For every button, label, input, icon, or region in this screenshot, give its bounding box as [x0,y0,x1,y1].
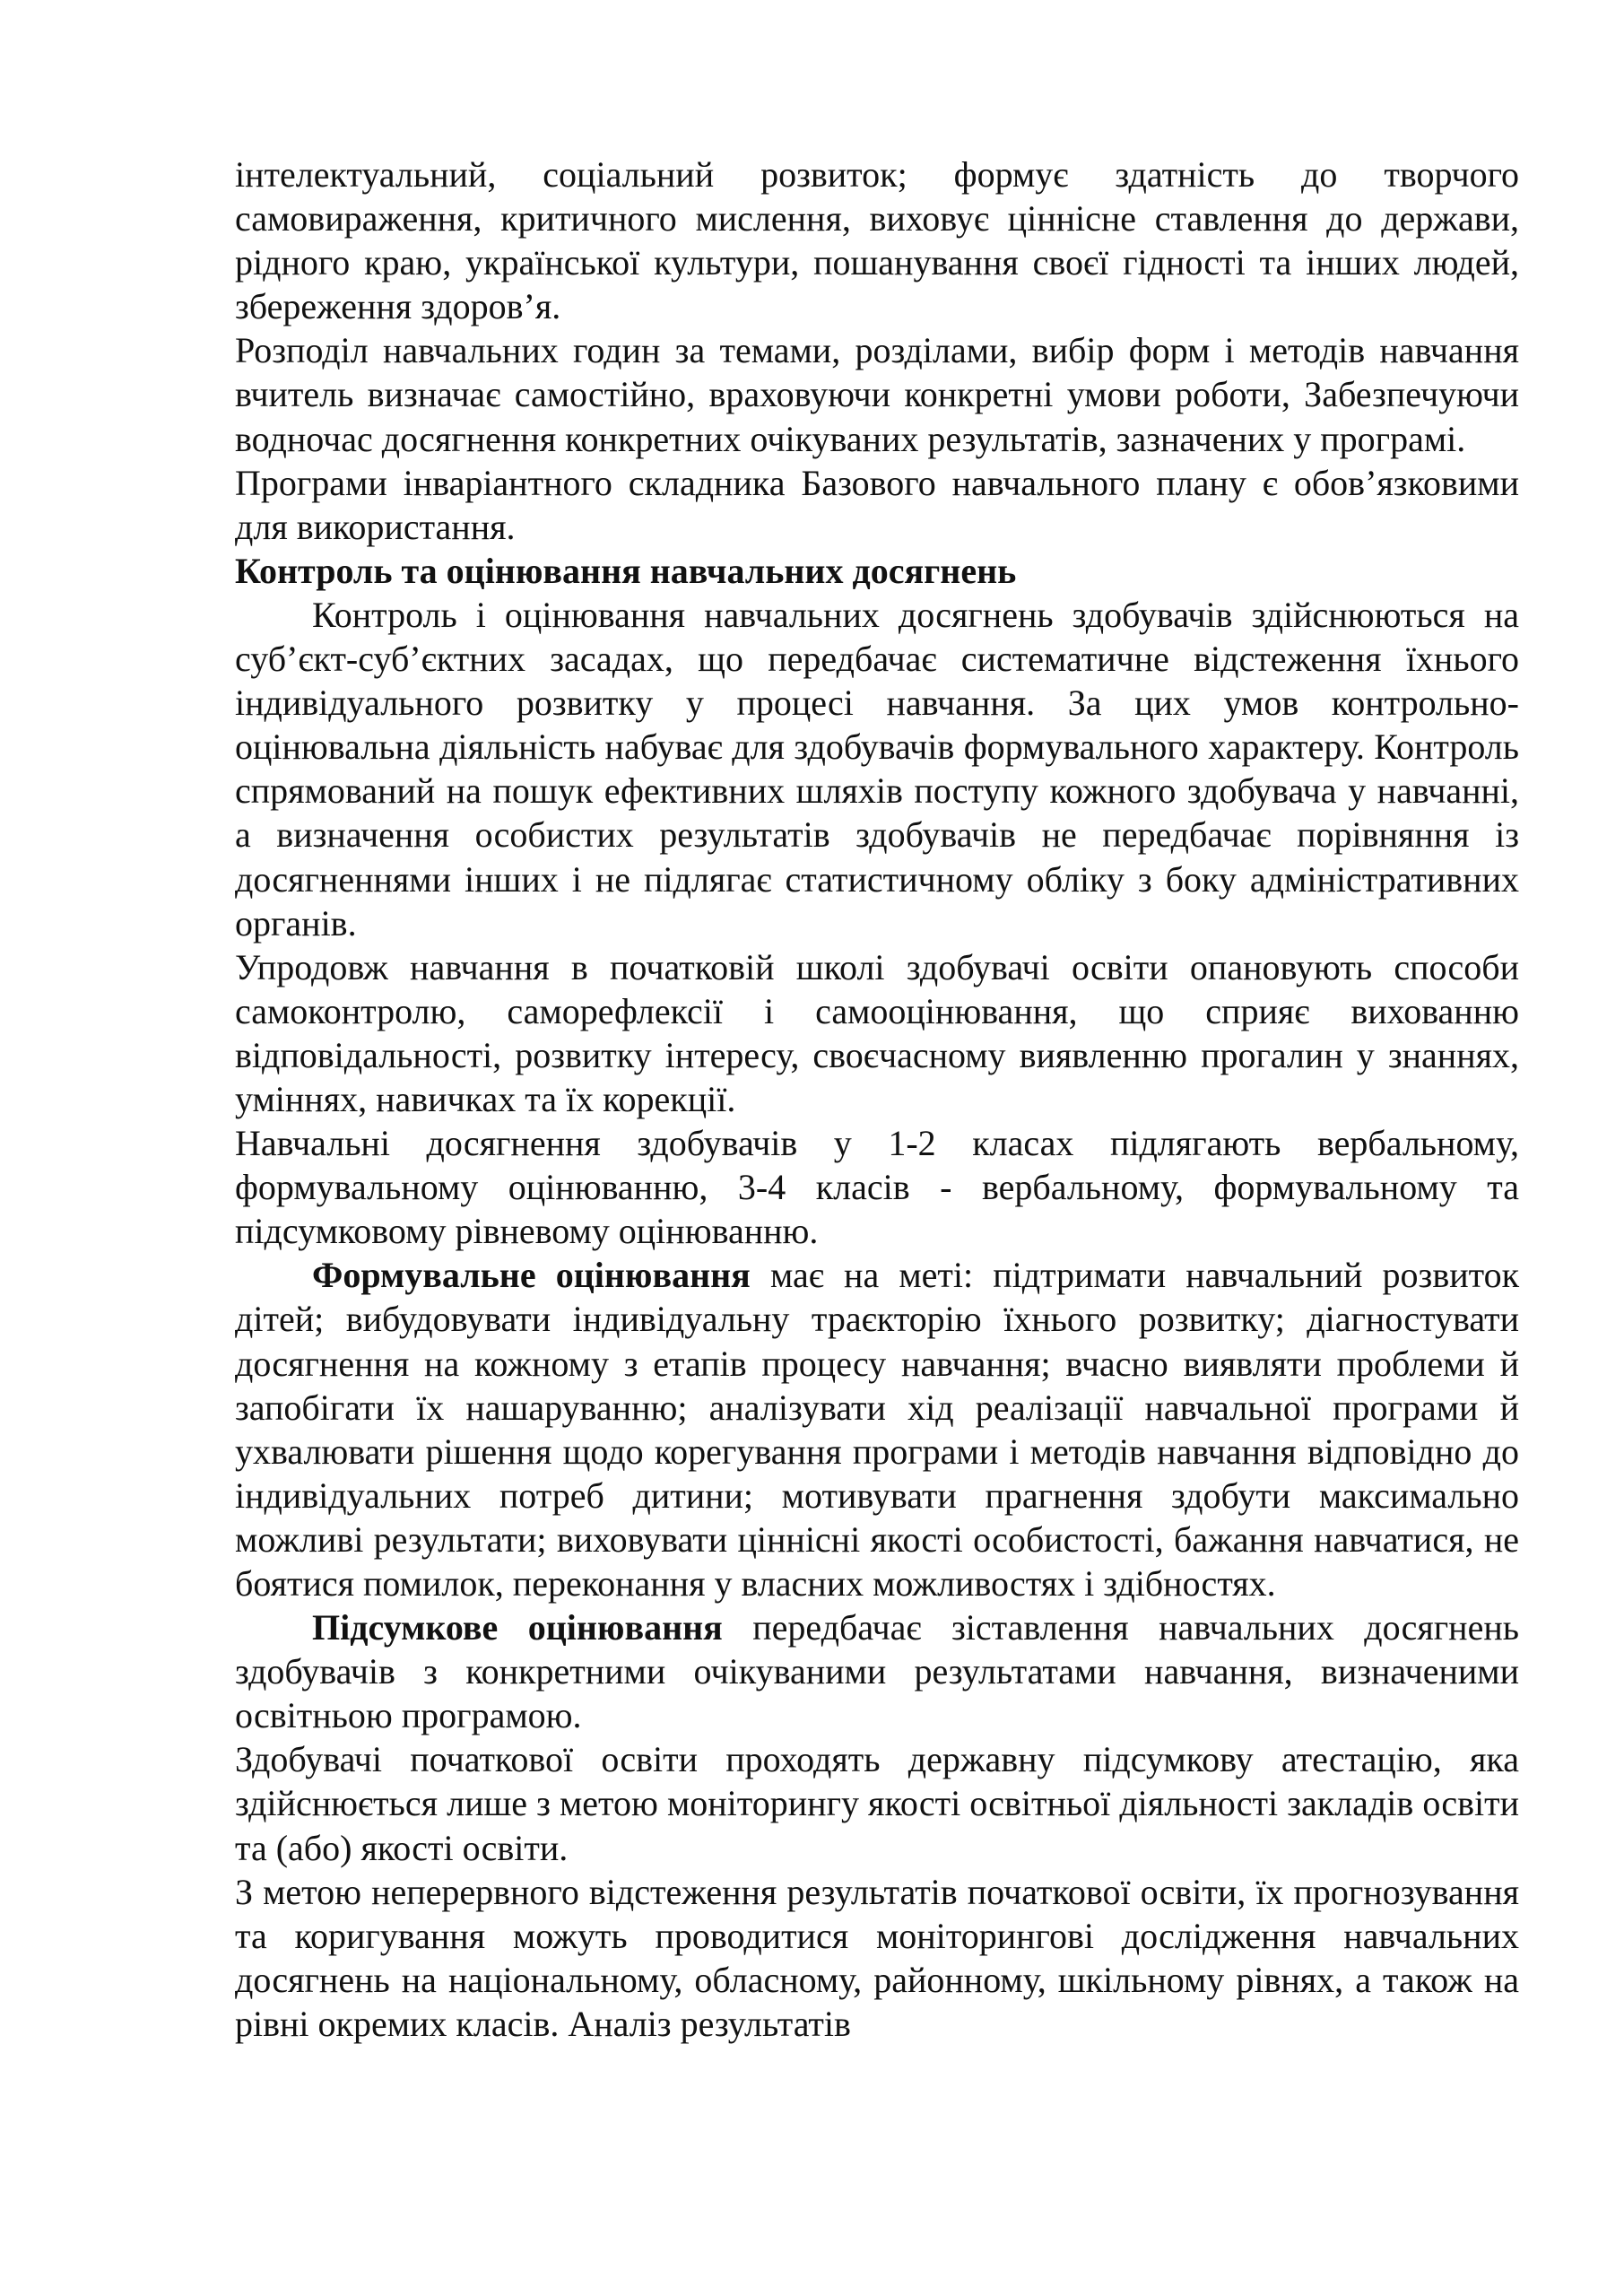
term-summative-assessment: Підсумкове оцінювання [312,1607,723,1648]
paragraph-development: інтелектуальний, соціальний розвиток; формує здатність до творчого самовираження, критичного мислення, виховує ціннісне ставлення до держави, рідного краю, української культури, пошанування своєї гідності та інших людей, збереження здоров’я. [235,154,1519,327]
paragraph-control-principles: Контроль і оцінювання навчальних досягнень здобувачів здійснюються на суб’єкт-суб’єктних засадах, що передбачає систематичне відстеження їхнього індивідуального розвитку у процесі навчання. За цих умов контрольно-оцінювальна діяльність набуває для здобувачів формувального характеру. Контроль спрямований на пошук ефективних шляхів поступу кожного здобувача у навчанні, а визначення особистих результатів здобувачів не передбачає порівняння із досягненнями інших і не підлягає статистичному обліку з боку адміністративних органів. [235,594,1519,944]
summative-assessment-text: передбачає зіставлення навчальних досягнень здобувачів з конкретними очікуваними результатами навчання, визначеними освітньою програмою. [235,1607,1519,1736]
section-heading-assessment: Контроль та оцінювання навчальних досягнень [235,550,1017,591]
paragraph-state-attestation: Здобувачі початкової освіти проходять державну підсумкову атестацію, яка здійснюється лише з метою моніторингу якості освітньої діяльності закладів освіти та (або) якості освіти. [235,1739,1519,1868]
paragraph-formative-assessment [235,1253,1519,1605]
term-formative-assessment: Формувальне оцінювання [312,1255,751,1296]
paragraph-grade-levels: Навчальні досягнення здобувачів у 1-2 класах підлягають вербальному, формувальному оцінюванню, 3-4 класів - вербальному, формувальному та підсумковому рівневому оцінюванню. [235,1123,1519,1252]
paragraph-hours-distribution: Розподіл навчальних годин за темами, розділами, вибір форм і методів навчання вчитель визначає самостійно, враховуючи конкретні умови роботи, Забезпечуючи водночас досягнення конкретних очікуваних результатів, зазначених у програмі. [235,330,1519,459]
paragraph-summative-assessment [235,1605,1519,1737]
paragraph-invariant-programs: Програми інваріантного складника Базового навчального плану є обов’язковими для використання. [235,462,1519,547]
formative-assessment-text: має на меті: підтримати навчальний розвиток дітей; вибудовувати індивідуальну траєкторію їхнього розвитку; діагностувати досягнення на кожному з етапів процесу навчання; вчасно виявляти проблеми й запобігати їх нашаруванню; аналізувати хід реалізації навчальної програми й ухвалювати рішення щодо корегування програми і методів навчання відповідно до індивідуальних потреб дитини; мотивувати прагнення здобути максимально можливі результати; виховувати ціннісні якості особистості, бажання навчатися, не боятися помилок, переконання у власних можливостях і здібностях. [235,1255,1519,1604]
paragraph-monitoring: З метою неперервного відстеження результатів початкової освіти, їх прогнозування та коригування можуть проводитися моніторингові дослідження навчальних досягнень на національному, обласному, районному, шкільному рівнях, а також на рівні окремих класів. Аналіз результатів [235,1871,1519,2044]
document-body [235,152,1519,2046]
paragraph-self-assessment: Упродовж навчання в початковій школі здобувачі освіти опановують способи самоконтролю, саморефлексії і самооцінювання, що сприяє вихованню відповідальності, розвитку інтересу, своєчасному виявленню прогалин у знаннях, уміннях, навичках та їх корекції. [235,946,1519,1119]
